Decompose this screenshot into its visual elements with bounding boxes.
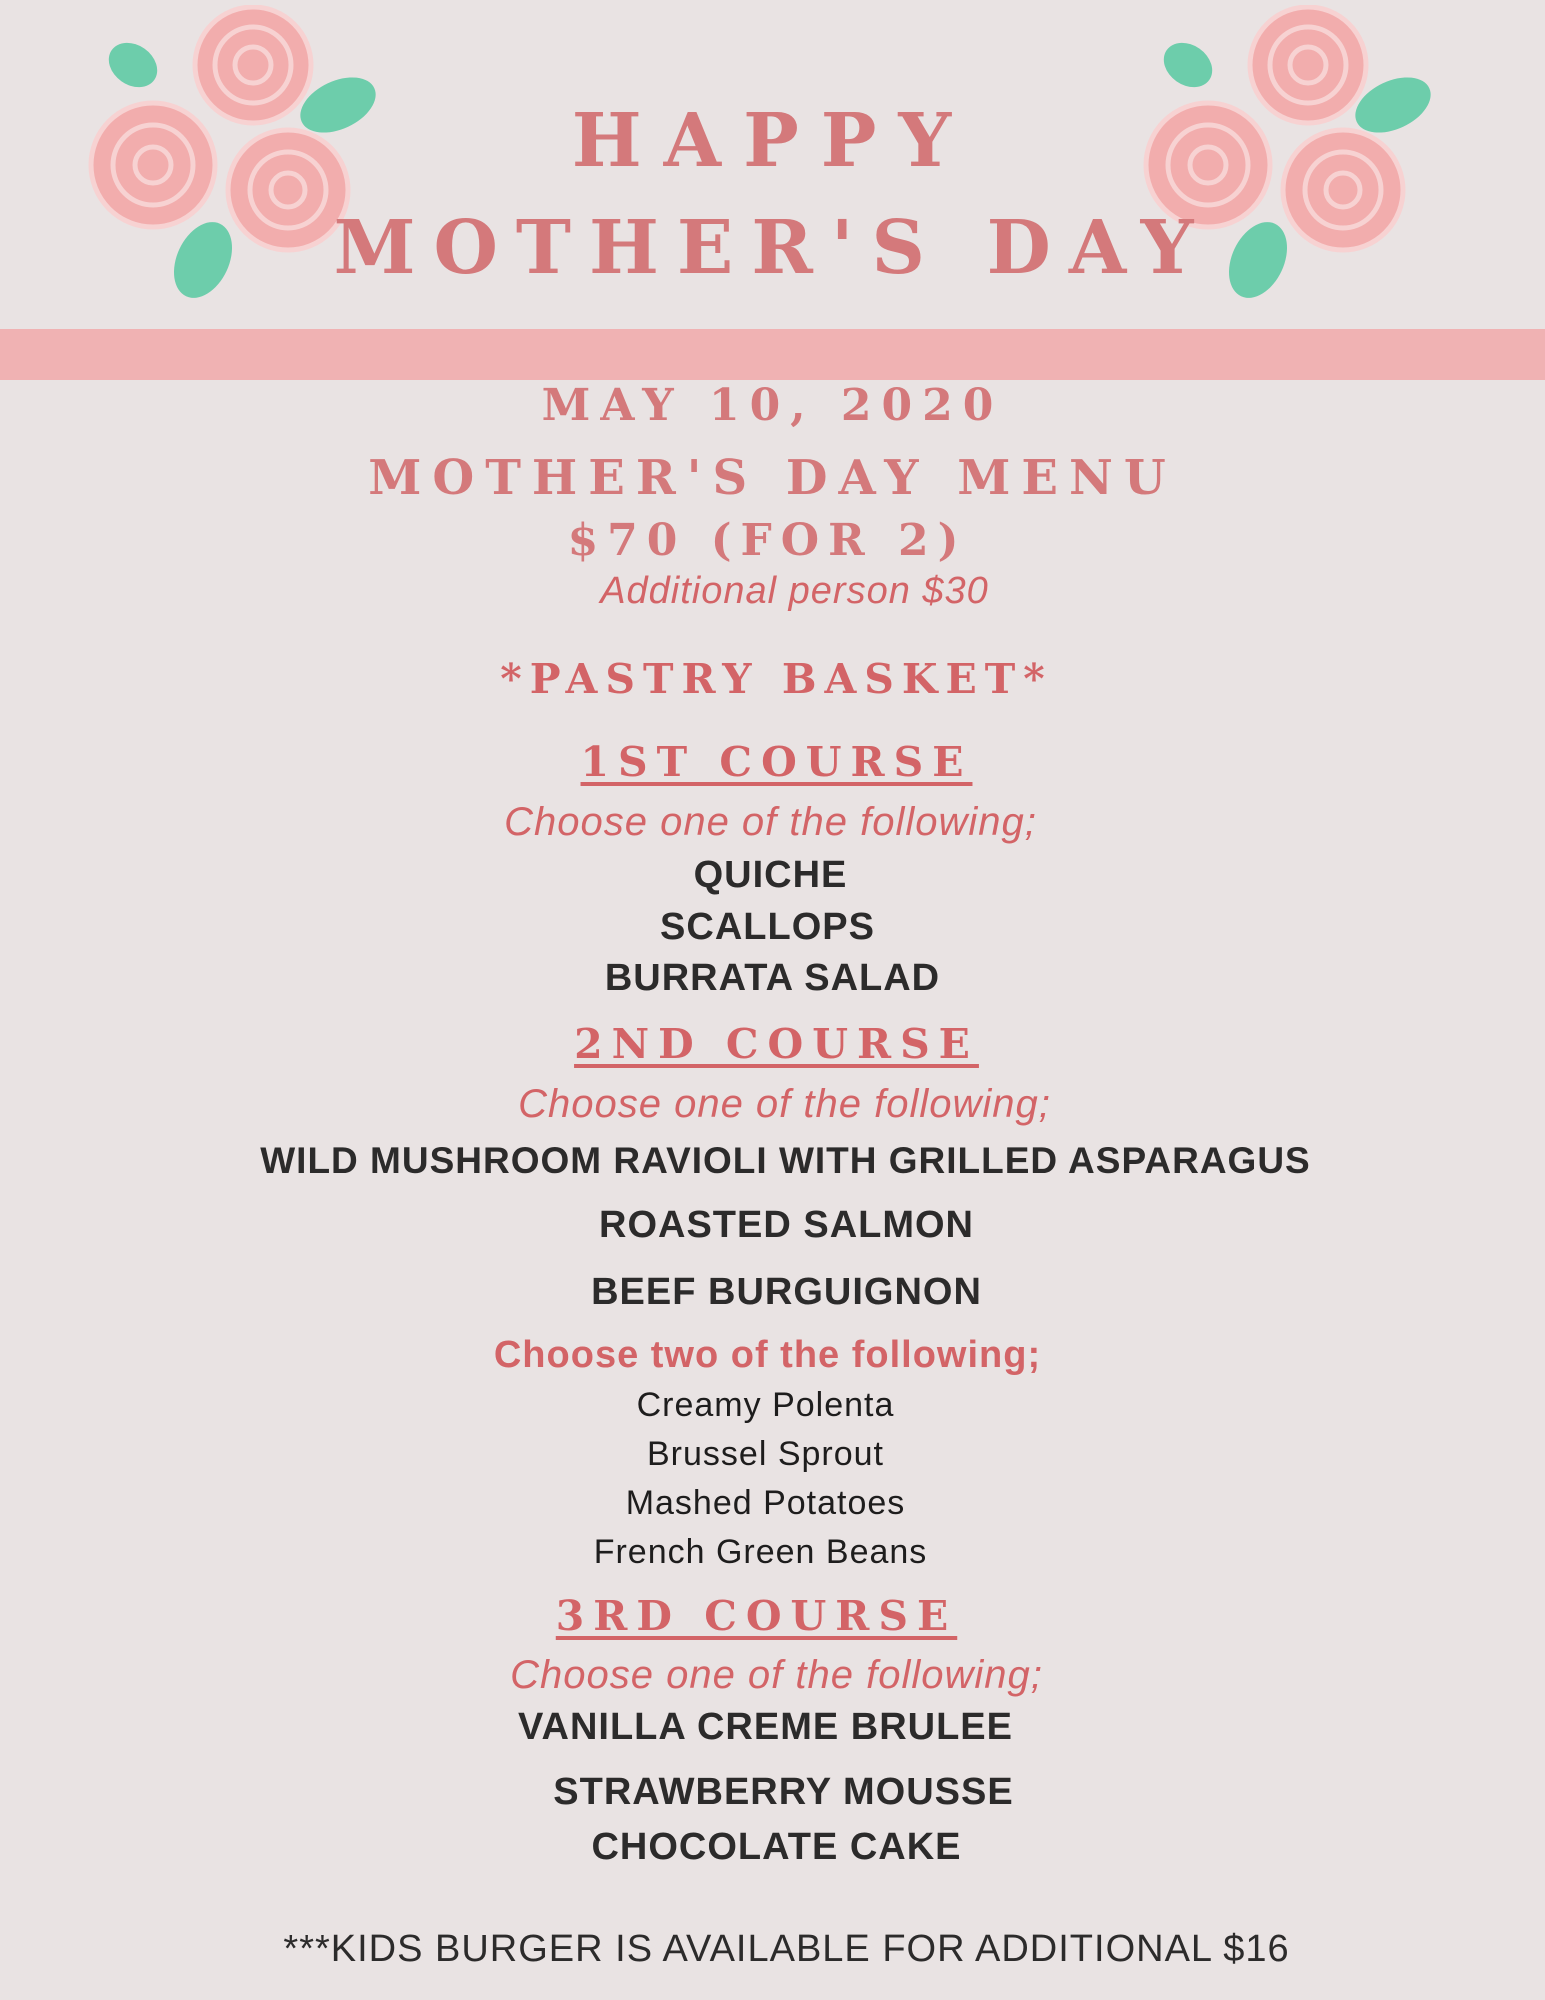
side-item: Creamy Polenta (636, 1386, 895, 1424)
course-3-item: CHOCOLATE CAKE (591, 1826, 962, 1868)
course-3-item: STRAWBERRY MOUSSE (553, 1771, 1014, 1813)
menu-price: $70 (FOR 2) (567, 515, 968, 566)
course-1-instruction: Choose one of the following; (504, 800, 1037, 844)
course-2-item: WILD MUSHROOM RAVIOLI WITH GRILLED ASPARAGUS (260, 1140, 1311, 1181)
side-item: Brussel Sprout (647, 1435, 884, 1473)
title-mothers-day: MOTHER'S DAY (333, 205, 1212, 291)
side-item: Mashed Potatoes (625, 1484, 906, 1522)
course-1-item: QUICHE (693, 854, 848, 896)
pink-divider-band (0, 329, 1545, 380)
additional-person-price: Additional person $30 (600, 570, 989, 612)
course-2-title: 2ND COURSE (574, 1020, 979, 1068)
course-3-item: VANILLA CREME BRULEE (518, 1706, 1013, 1748)
course-2-instruction: Choose one of the following; (518, 1082, 1051, 1126)
course-3-title: 3RD COURSE (555, 1592, 958, 1640)
course-1-title: 1ST COURSE (580, 738, 973, 786)
sides-instruction: Choose two of the following; (493, 1334, 1042, 1376)
menu-date: MAY 10, 2020 (541, 380, 1004, 431)
course-2-item: BEEF BURGUIGNON (591, 1271, 982, 1313)
side-item: French Green Beans (593, 1533, 928, 1571)
kids-burger-note: ***KIDS BURGER IS AVAILABLE FOR ADDITIONAL $16 (283, 1928, 1290, 1970)
course-1-item: BURRATA SALAD (604, 957, 941, 999)
course-2-item: ROASTED SALMON (599, 1204, 974, 1246)
title-happy: HAPPY (571, 98, 974, 184)
course-1-item: SCALLOPS (660, 906, 875, 948)
pastry-basket: *PASTRY BASKET* (500, 655, 1053, 703)
course-3-instruction: Choose one of the following; (510, 1653, 1043, 1697)
menu-title: MOTHER'S DAY MENU (368, 450, 1177, 506)
